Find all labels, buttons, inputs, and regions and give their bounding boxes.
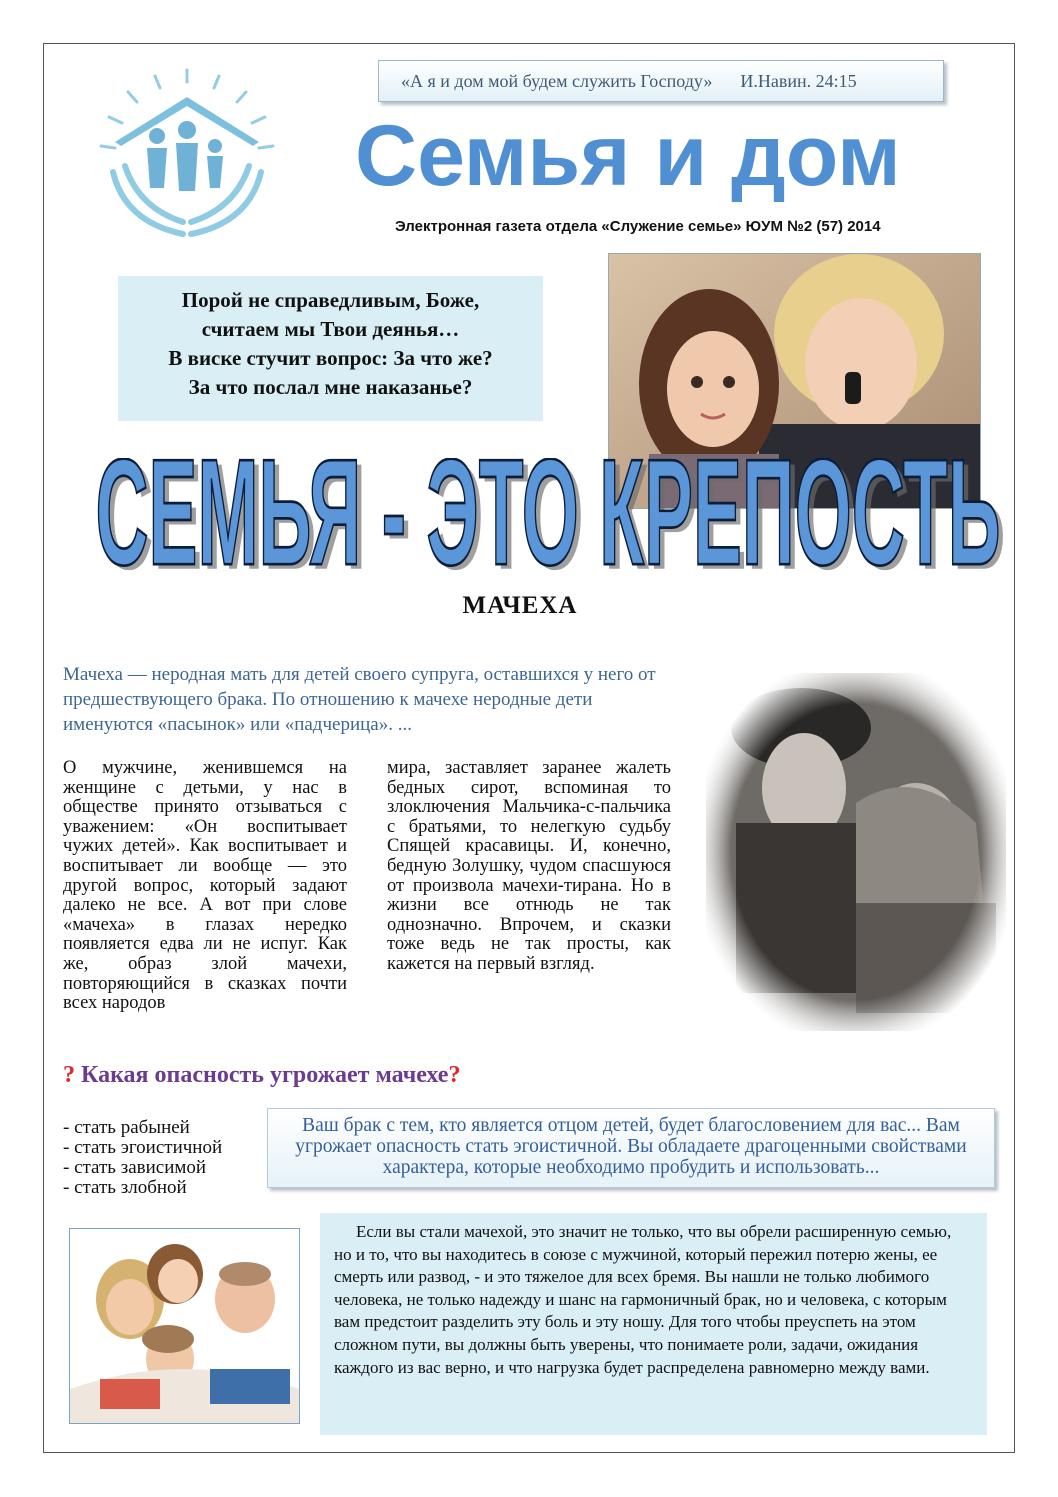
headline-shadow: СЕМЬЯ - ЭТО КРЕПОСТЬ: [100, 458, 1006, 583]
poem-line: считаем мы Твои деянья…: [201, 317, 460, 341]
quote-reference: И.Навин. 24:15: [740, 70, 857, 91]
article-column-left: О мужчине, женившемся на женщине с детьми, у нас в обществе принято отзываться с уважением: «Он воспитывает чужих детей». Как воспитывает и воспитывает ли вообще — это другой вопрос, который задают далеко не все. А вот при слове «мачеха» в глазах нередко появляется едва ли не испуг. Как же, образ злой мачехи, повторяющийся в сказках почти всех народов: [63, 758, 347, 1014]
photo-film-still: [706, 673, 1006, 1031]
family-logo: [95, 62, 280, 247]
intro-paragraph: Мачеха — неродная мать для детей своего супруга, оставшихся у него от предшествующего брака. По отношению к мачехе неродные дети именуются «пасынок» или «падчерица». ...: [63, 664, 656, 735]
closing-paragraph: [320, 1213, 987, 1435]
poem-line: Порой не справедливым, Боже,: [181, 288, 480, 312]
question-mark-icon: ?: [63, 1062, 75, 1088]
poem-line: В виске стучит вопрос: За что же?: [168, 346, 493, 370]
danger-heading: [63, 1062, 683, 1096]
section-title: МАЧЕХА: [462, 592, 578, 619]
blessing-box: Ваш брак с тем, кто является отцом детей, будет благословением для вас... Вам угрожает опасность стать эгоистичной. Вы обладаете драгоценными свойствами характера, которые необходимо пробудить и использовать...: [267, 1108, 995, 1188]
photo-family: [69, 1228, 300, 1424]
list-item: - стать эгоистичной: [63, 1137, 223, 1158]
article-column-right: мира, заставляет заранее жалеть бедных сирот, вспоминая то злоключения Мальчика-с-пальчика с братьями, то нелегкую судьбу Спящей красавицы. И, конечно, бедную Золушку, чудом спасшуюся от произвола мачехи-тирана. Но в жизни все отнюдь не так однозначно. Впрочем, и сказки тоже ведь не так просты, как кажется на первый взгляд.: [387, 758, 671, 974]
danger-heading-text: Какая опасность угрожает мачехе: [75, 1062, 449, 1088]
question-mark-icon: ?: [448, 1062, 461, 1088]
list-item: - стать рабыней: [63, 1117, 190, 1138]
quote-banner: [378, 60, 944, 102]
newspaper-subtitle: Электронная газета отдела «Служение семье» ЮУМ №2 (57) 2014: [395, 218, 881, 235]
quote-text: «А я и дом мой будем служить Господу»: [401, 70, 713, 91]
closing-text: Если вы стали мачехой, это значит не только, что вы обрели расширенную семью, но и то, что вы находитесь в союзе с мужчиной, который пережил потерю жены, ее смерть или развод, - и это тяжелое для всех бремя. Вы нашли не только любимого человека, не только надежду и шанс на гармоничный брак, но и человека, с которым вам предстоит разделить эту боль и эту ношу. Для того чтобы преуспеть на этом сложном пути, вы должны быть уверены, что понимаете роли, задачи, ожидания каждого из вас верно, и что нагрузка будет распределена равномерно между вами.: [334, 1222, 952, 1377]
poem-box: [118, 276, 543, 421]
headline-text: СЕМЬЯ - ЭТО КРЕПОСТЬ: [95, 458, 1001, 583]
list-item: - стать зависимой: [63, 1157, 207, 1178]
headline: [83, 458, 1013, 583]
newspaper-title: Семья и дом: [355, 108, 901, 204]
poem-line: За что послал мне наказанье?: [188, 375, 473, 399]
list-item: - стать злобной: [63, 1177, 187, 1198]
danger-list: [63, 1118, 273, 1200]
